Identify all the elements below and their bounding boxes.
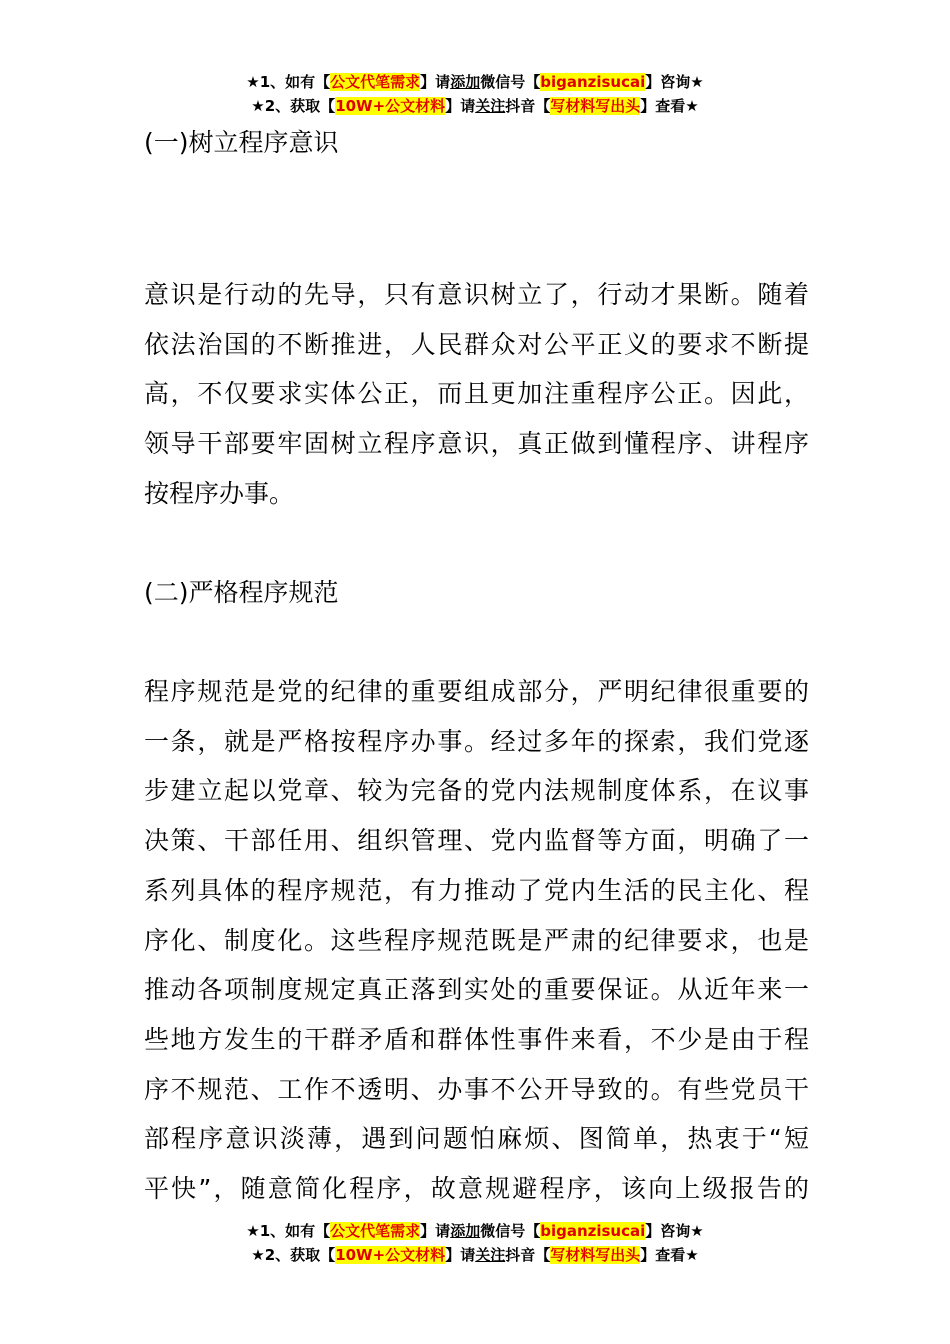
banner-text: 】查看★	[640, 1246, 699, 1264]
paragraph-line: 部程序意识淡薄，遇到问题怕麻烦、图简单，热衷于“短	[144, 1124, 809, 1154]
paragraph-line: 推动各项制度规定真正落到实处的重要保证。从近年来一	[144, 975, 809, 1005]
banner-text: 】请	[445, 1246, 476, 1264]
banner-text: 】咨询★	[645, 73, 704, 91]
banner-highlight: 公文代笔需求	[330, 1222, 421, 1240]
banner-text: 微信号【	[480, 1222, 541, 1240]
footer-banner	[0, 1219, 950, 1267]
paragraph-line: 领导干部要牢固树立程序意识，真正做到懂程序、讲程序	[144, 429, 809, 459]
banner-line-2	[0, 94, 950, 118]
paragraph-line: 决策、干部任用、组织管理、党内监督等方面，明确了一	[144, 826, 809, 856]
paragraph-line: 意识是行动的先导，只有意识树立了，行动才果断。随着	[144, 280, 809, 309]
banner-underline: 关注	[475, 1246, 506, 1264]
banner-text: ★1、如有【	[246, 1222, 331, 1240]
paragraph-line: 步建立起以党章、较为完备的党内法规制度体系，在议事	[144, 776, 809, 806]
paragraph-line: 按程序办事。	[144, 478, 295, 508]
banner-underline: 添加	[450, 73, 481, 91]
paragraph-line: 序不规范、工作不透明、办事不公开导致的。有些党员干	[144, 1074, 809, 1104]
banner-text: 】请	[420, 73, 451, 91]
section-1-paragraph	[144, 270, 809, 519]
paragraph-line: 序化、制度化。这些程序规范既是严肃的纪律要求，也是	[144, 925, 809, 955]
paragraph-line: 平快”，随意简化程序，故意规避程序，该向上级报告的	[144, 1174, 809, 1204]
banner-underline: 添加	[450, 1222, 481, 1240]
banner-text: 】查看★	[640, 97, 699, 115]
banner-underline: 关注	[475, 97, 506, 115]
banner-highlight: 10W+公文材料	[335, 97, 446, 115]
paragraph-line: 依法治国的不断推进，人民群众对公平正义的要求不断提	[144, 329, 809, 359]
banner-highlight: 写材料写出头	[550, 1246, 641, 1264]
paragraph-line: 些地方发生的干群矛盾和群体性事件来看，不少是由于程	[144, 1024, 809, 1054]
banner-highlight: biganzisucai	[540, 73, 646, 91]
section-heading-2: (二)严格程序规范	[144, 578, 339, 607]
section-2-paragraph	[144, 667, 809, 1214]
banner-line-1	[0, 1219, 950, 1243]
banner-line-1	[0, 70, 950, 94]
banner-text: 】请	[445, 97, 476, 115]
section-heading-1: (一)树立程序意识	[144, 128, 339, 157]
banner-text: ★1、如有【	[246, 73, 331, 91]
banner-highlight: 公文代笔需求	[330, 73, 421, 91]
banner-highlight: 写材料写出头	[550, 97, 641, 115]
header-banner	[0, 70, 950, 118]
banner-text: ★2、获取【	[251, 97, 336, 115]
paragraph-line: 系列具体的程序规范，有力推动了党内生活的民主化、程	[144, 875, 809, 905]
paragraph-line: 高，不仅要求实体公正，而且更加注重程序公正。因此，	[144, 379, 809, 409]
banner-text: 】咨询★	[645, 1222, 704, 1240]
banner-highlight: biganzisucai	[540, 1222, 646, 1240]
banner-text: 抖音【	[505, 97, 551, 115]
banner-highlight: 10W+公文材料	[335, 1246, 446, 1264]
paragraph-line: 程序规范是党的纪律的重要组成部分，严明纪律很重要的	[144, 677, 809, 706]
banner-text: ★2、获取【	[251, 1246, 336, 1264]
paragraph-line: 一条，就是严格按程序办事。经过多年的探索，我们党逐	[144, 726, 809, 756]
banner-line-2	[0, 1243, 950, 1267]
banner-text: 】请	[420, 1222, 451, 1240]
banner-text: 抖音【	[505, 1246, 551, 1264]
banner-text: 微信号【	[480, 73, 541, 91]
